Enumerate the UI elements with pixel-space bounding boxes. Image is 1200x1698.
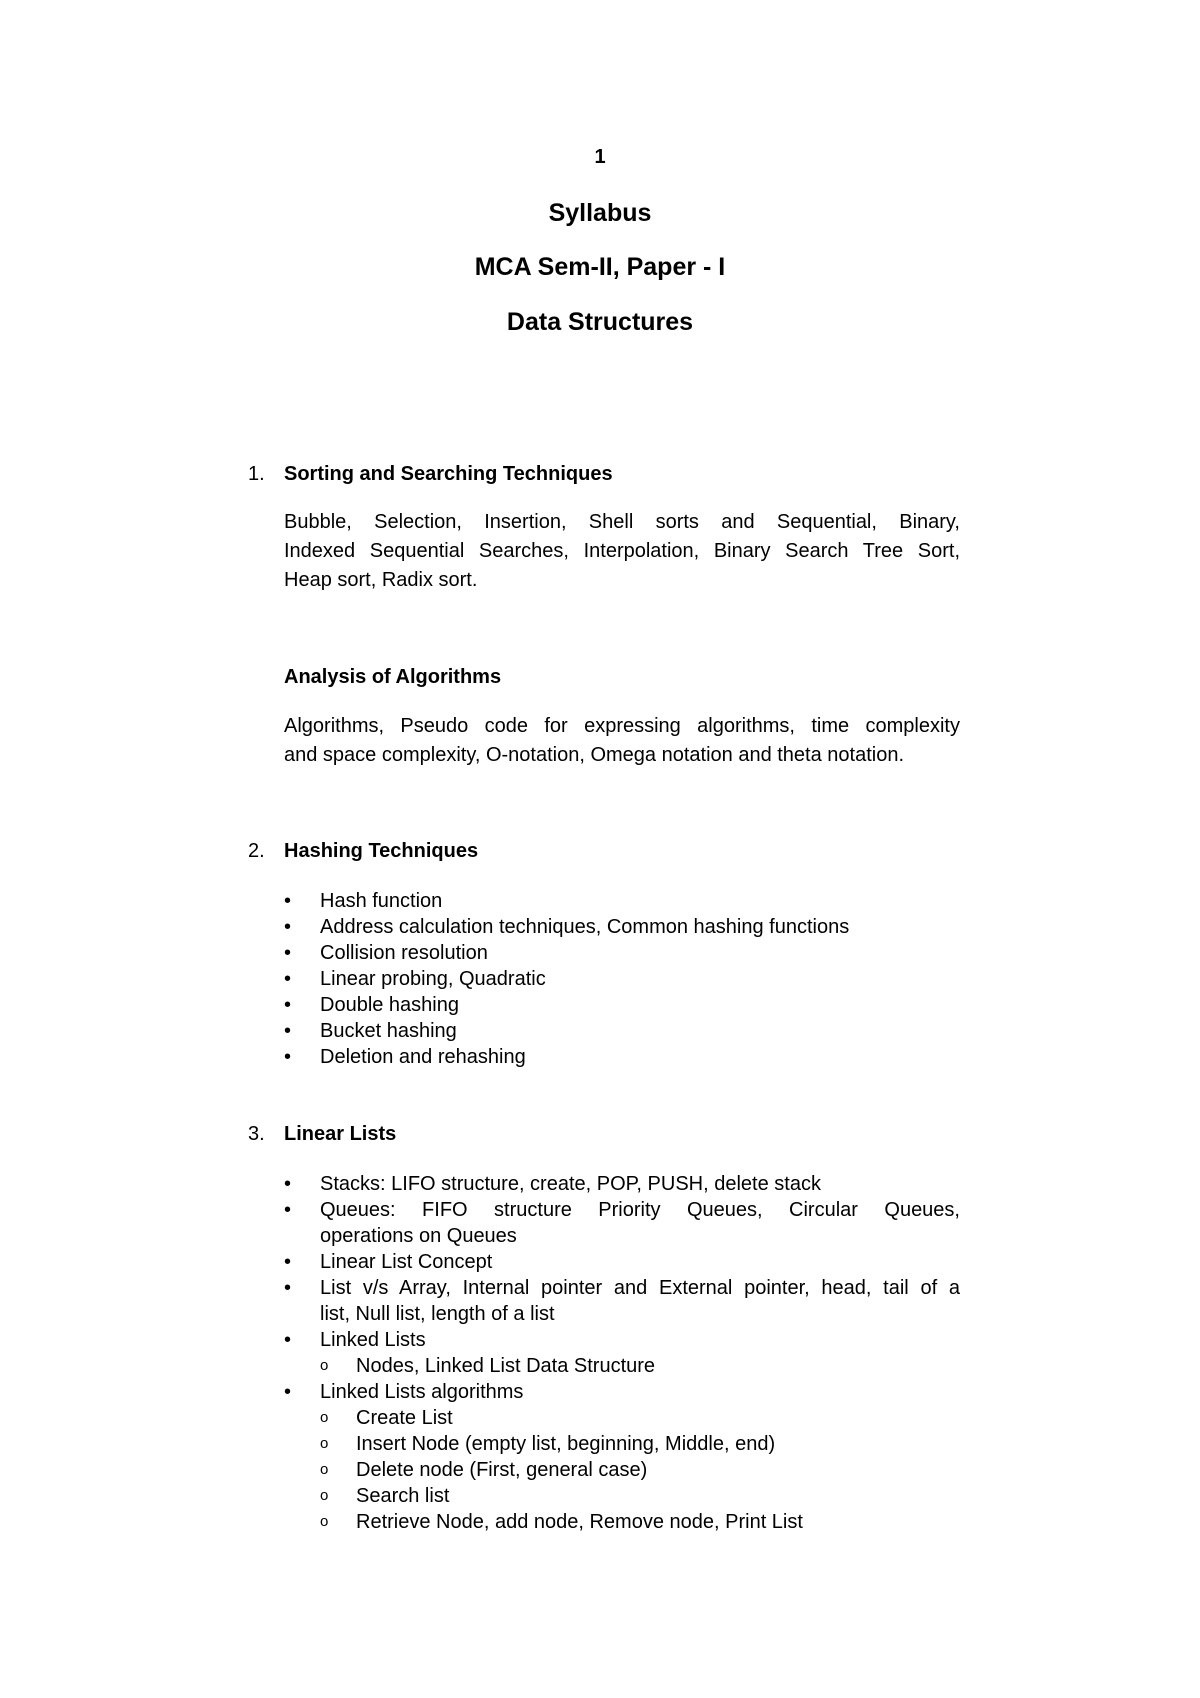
list-item [284, 1197, 960, 1249]
subsection-heading-analysis: Analysis of Algorithms [284, 666, 502, 688]
list-item-line: • Stacks: LIFO structure, create, POP, PUSH, delete stack [320, 1173, 821, 1195]
list-item [284, 1275, 960, 1327]
paragraph-line: and space complexity, O-notation, Omega notation and theta notation. [284, 744, 905, 766]
paragraph-line: Bubble, Selection, Insertion, Shell sorts and Sequential, Binary, [284, 511, 960, 533]
list-item-line: • Queues: FIFO structure Priority Queues, Circular Queues, [320, 1199, 960, 1221]
list-item: • Collision resolution [284, 940, 960, 966]
sub-list-item: o Create List [320, 1405, 960, 1431]
list-item-line: • Linear List Concept [320, 1251, 493, 1273]
list-item: • Deletion and rehashing [284, 1044, 960, 1070]
list-item [284, 1327, 960, 1379]
section-heading-linear-lists [248, 1123, 396, 1146]
sub-list-item: o Insert Node (empty list, beginning, Middle, end) [320, 1431, 960, 1457]
sub-list [320, 1405, 960, 1535]
list-item: • Double hashing [284, 992, 960, 1018]
sub-list-item: o Delete node (First, general case) [320, 1457, 960, 1483]
list-item-line: operations on Queues [320, 1225, 517, 1247]
list-item-line: list, Null list, length of a list [320, 1303, 555, 1325]
page-title: Syllabus [548, 199, 652, 227]
section-title: Hashing Techniques [284, 840, 479, 862]
list-item: • Address calculation techniques, Common hashing functions [284, 914, 960, 940]
list-item: • Hash function [284, 888, 960, 914]
section-heading-hashing [248, 840, 478, 863]
list-item [284, 1379, 960, 1535]
list-item-line: • Linked Lists [320, 1329, 426, 1351]
page-number: 1 [594, 146, 606, 168]
subject-title: Data Structures [506, 308, 694, 336]
section-heading-sorting [248, 463, 613, 486]
section-number: 1. [248, 463, 265, 485]
sub-list-item: o Nodes, Linked List Data Structure [320, 1353, 960, 1379]
paragraph-line: Algorithms, Pseudo code for expressing algorithms, time complexity [284, 715, 960, 737]
list-item-line: • Linked Lists algorithms [320, 1381, 524, 1403]
sub-list [320, 1353, 960, 1379]
section-number: 2. [248, 840, 265, 862]
paper-subtitle: MCA Sem-II, Paper - I [474, 253, 726, 281]
paragraph-line: Indexed Sequential Searches, Interpolation, Binary Search Tree Sort, [284, 540, 960, 562]
hashing-list [284, 888, 960, 1070]
list-item: • Linear probing, Quadratic [284, 966, 960, 992]
paragraph-line: Heap sort, Radix sort. [284, 569, 478, 591]
list-item [284, 1171, 960, 1197]
section-number: 3. [248, 1123, 265, 1145]
analysis-paragraph [284, 712, 960, 770]
sub-list-item: o Retrieve Node, add node, Remove node, Print List [320, 1509, 960, 1535]
list-item: • Bucket hashing [284, 1018, 960, 1044]
list-item-line: • List v/s Array, Internal pointer and External pointer, head, tail of a [320, 1277, 960, 1299]
linear-lists-list [284, 1171, 960, 1535]
sorting-paragraph [284, 508, 960, 595]
section-title: Linear Lists [284, 1123, 397, 1145]
sub-list-item: o Search list [320, 1483, 960, 1509]
list-item [284, 1249, 960, 1275]
section-title: Sorting and Searching Techniques [284, 463, 613, 485]
